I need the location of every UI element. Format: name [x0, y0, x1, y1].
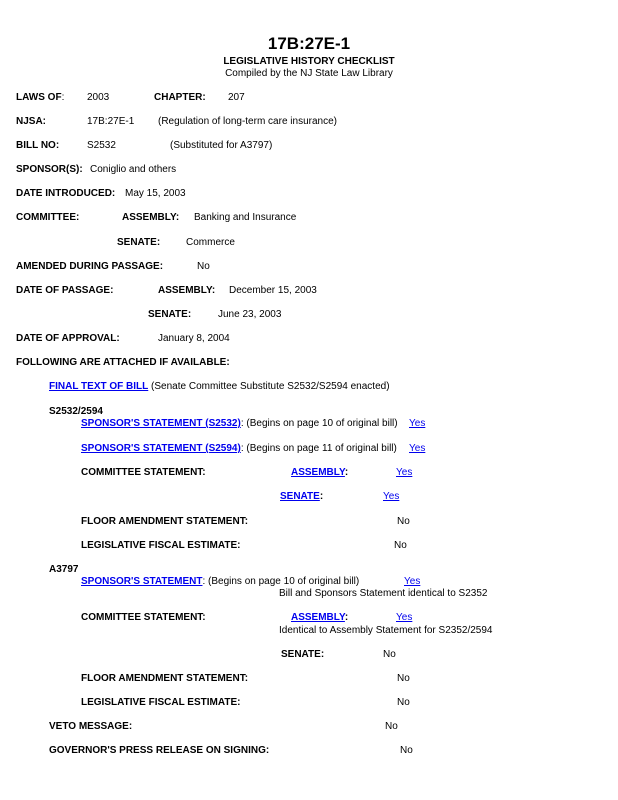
s-sponsor1-row [81, 418, 398, 430]
laws-of-value: 2003 [87, 92, 110, 103]
s-senate-link[interactable]: SENATE [280, 491, 320, 502]
njsa-label: NJSA: [16, 116, 47, 127]
a-sponsor-row [81, 576, 359, 588]
a-assembly-yes-link[interactable]: Yes [396, 612, 413, 623]
a-sponsor-note: : (Begins on page 10 of original bill) [202, 576, 360, 587]
document-subtitle: Compiled by the NJ State Law Library [225, 68, 393, 79]
a-assembly-colon: : [344, 612, 349, 623]
njsa-value: 17B:27E-1 [87, 116, 135, 127]
a-floor-label: FLOOR AMENDMENT STATEMENT: [81, 673, 249, 684]
amended-value: No [197, 261, 210, 272]
passage-senate-label: SENATE: [148, 309, 192, 320]
laws-of-colon: : [61, 92, 65, 103]
s-floor-label: FLOOR AMENDMENT STATEMENT: [81, 516, 249, 527]
njsa-description: (Regulation of long-term care insurance) [158, 116, 337, 127]
laws-of-label: LAWS OF [16, 92, 62, 103]
a-senate-label: SENATE: [281, 649, 325, 660]
document-code: 17B:27E-1 [267, 34, 351, 53]
s-assembly-link[interactable]: ASSEMBLY [291, 467, 345, 478]
s-sponsor1-link[interactable]: SPONSOR'S STATEMENT (S2532) [81, 418, 241, 429]
passage-assembly-value: December 15, 2003 [229, 285, 317, 296]
a-floor-value: No [397, 673, 410, 684]
s-floor-value: No [397, 516, 410, 527]
s-assembly-colon: : [344, 467, 349, 478]
s-senate-yes-link[interactable]: Yes [383, 491, 400, 502]
s-assembly-row [291, 467, 348, 479]
governor-value: No [400, 745, 413, 756]
committee-assembly-label: ASSEMBLY: [122, 212, 180, 223]
a-sponsor-link[interactable]: SPONSOR'S STATEMENT [81, 576, 203, 587]
chapter-label: CHAPTER: [154, 92, 206, 103]
s-senate-row [280, 491, 323, 503]
committee-assembly-value: Banking and Insurance [194, 212, 297, 223]
a-assembly-link[interactable]: ASSEMBLY [291, 612, 345, 623]
s-sponsor1-yes-link[interactable]: Yes [409, 418, 426, 429]
committee-label: COMMITTEE: [16, 212, 80, 223]
s-fiscal-label: LEGISLATIVE FISCAL ESTIMATE: [81, 540, 241, 551]
laws-of-label-group [16, 92, 64, 104]
s-section-heading: S2532/2594 [49, 406, 103, 417]
governor-label: GOVERNOR'S PRESS RELEASE ON SIGNING: [49, 745, 270, 756]
a-assembly-row [291, 612, 348, 624]
passage-assembly-label: ASSEMBLY: [158, 285, 216, 296]
s-fiscal-value: No [394, 540, 407, 551]
bill-no-note: (Substituted for A3797) [170, 140, 273, 151]
final-text-row [49, 381, 390, 393]
a-section-heading: A3797 [49, 564, 79, 575]
a-sponsor-sub: Bill and Sponsors Statement identical to S2352 [279, 588, 488, 599]
s-sponsor2-row [81, 443, 397, 455]
chapter-value: 207 [228, 92, 245, 103]
a-fiscal-value: No [397, 697, 410, 708]
date-of-approval-value: January 8, 2004 [158, 333, 230, 344]
s-assembly-yes-link[interactable]: Yes [396, 467, 413, 478]
s-sponsor2-link[interactable]: SPONSOR'S STATEMENT (S2594) [81, 443, 241, 454]
sponsors-value: Coniglio and others [90, 164, 177, 175]
final-text-link[interactable]: FINAL TEXT OF BILL [49, 381, 149, 392]
date-introduced-value: May 15, 2003 [125, 188, 186, 199]
amended-label: AMENDED DURING PASSAGE: [16, 261, 164, 272]
bill-no-label: BILL NO: [16, 140, 60, 151]
s-committee-label: COMMITTEE STATEMENT: [81, 467, 206, 478]
s-sponsor1-note: : (Begins on page 10 of original bill) [240, 418, 398, 429]
attached-heading: FOLLOWING ARE ATTACHED IF AVAILABLE: [16, 357, 230, 368]
date-introduced-label: DATE INTRODUCED: [16, 188, 116, 199]
veto-label: VETO MESSAGE: [49, 721, 133, 732]
committee-senate-value: Commerce [186, 237, 235, 248]
s-senate-colon: : [319, 491, 324, 502]
a-committee-label: COMMITTEE STATEMENT: [81, 612, 206, 623]
committee-senate-label: SENATE: [117, 237, 161, 248]
a-senate-value: No [383, 649, 396, 660]
document-title: LEGISLATIVE HISTORY CHECKLIST [223, 56, 395, 67]
a-sponsor-yes-link[interactable]: Yes [404, 576, 421, 587]
s-sponsor2-yes-link[interactable]: Yes [409, 443, 426, 454]
final-text-note: (Senate Committee Substitute S2532/S2594 enacted) [151, 381, 390, 392]
passage-senate-value: June 23, 2003 [218, 309, 282, 320]
a-fiscal-label: LEGISLATIVE FISCAL ESTIMATE: [81, 697, 241, 708]
date-of-approval-label: DATE OF APPROVAL: [16, 333, 120, 344]
s-sponsor2-note: : (Begins on page 11 of original bill) [240, 443, 397, 454]
a-assembly-sub: Identical to Assembly Statement for S2352/2594 [279, 625, 493, 636]
veto-value: No [385, 721, 398, 732]
bill-no-value: S2532 [87, 140, 116, 151]
sponsors-label: SPONSOR(S): [16, 164, 83, 175]
date-of-passage-label: DATE OF PASSAGE: [16, 285, 114, 296]
